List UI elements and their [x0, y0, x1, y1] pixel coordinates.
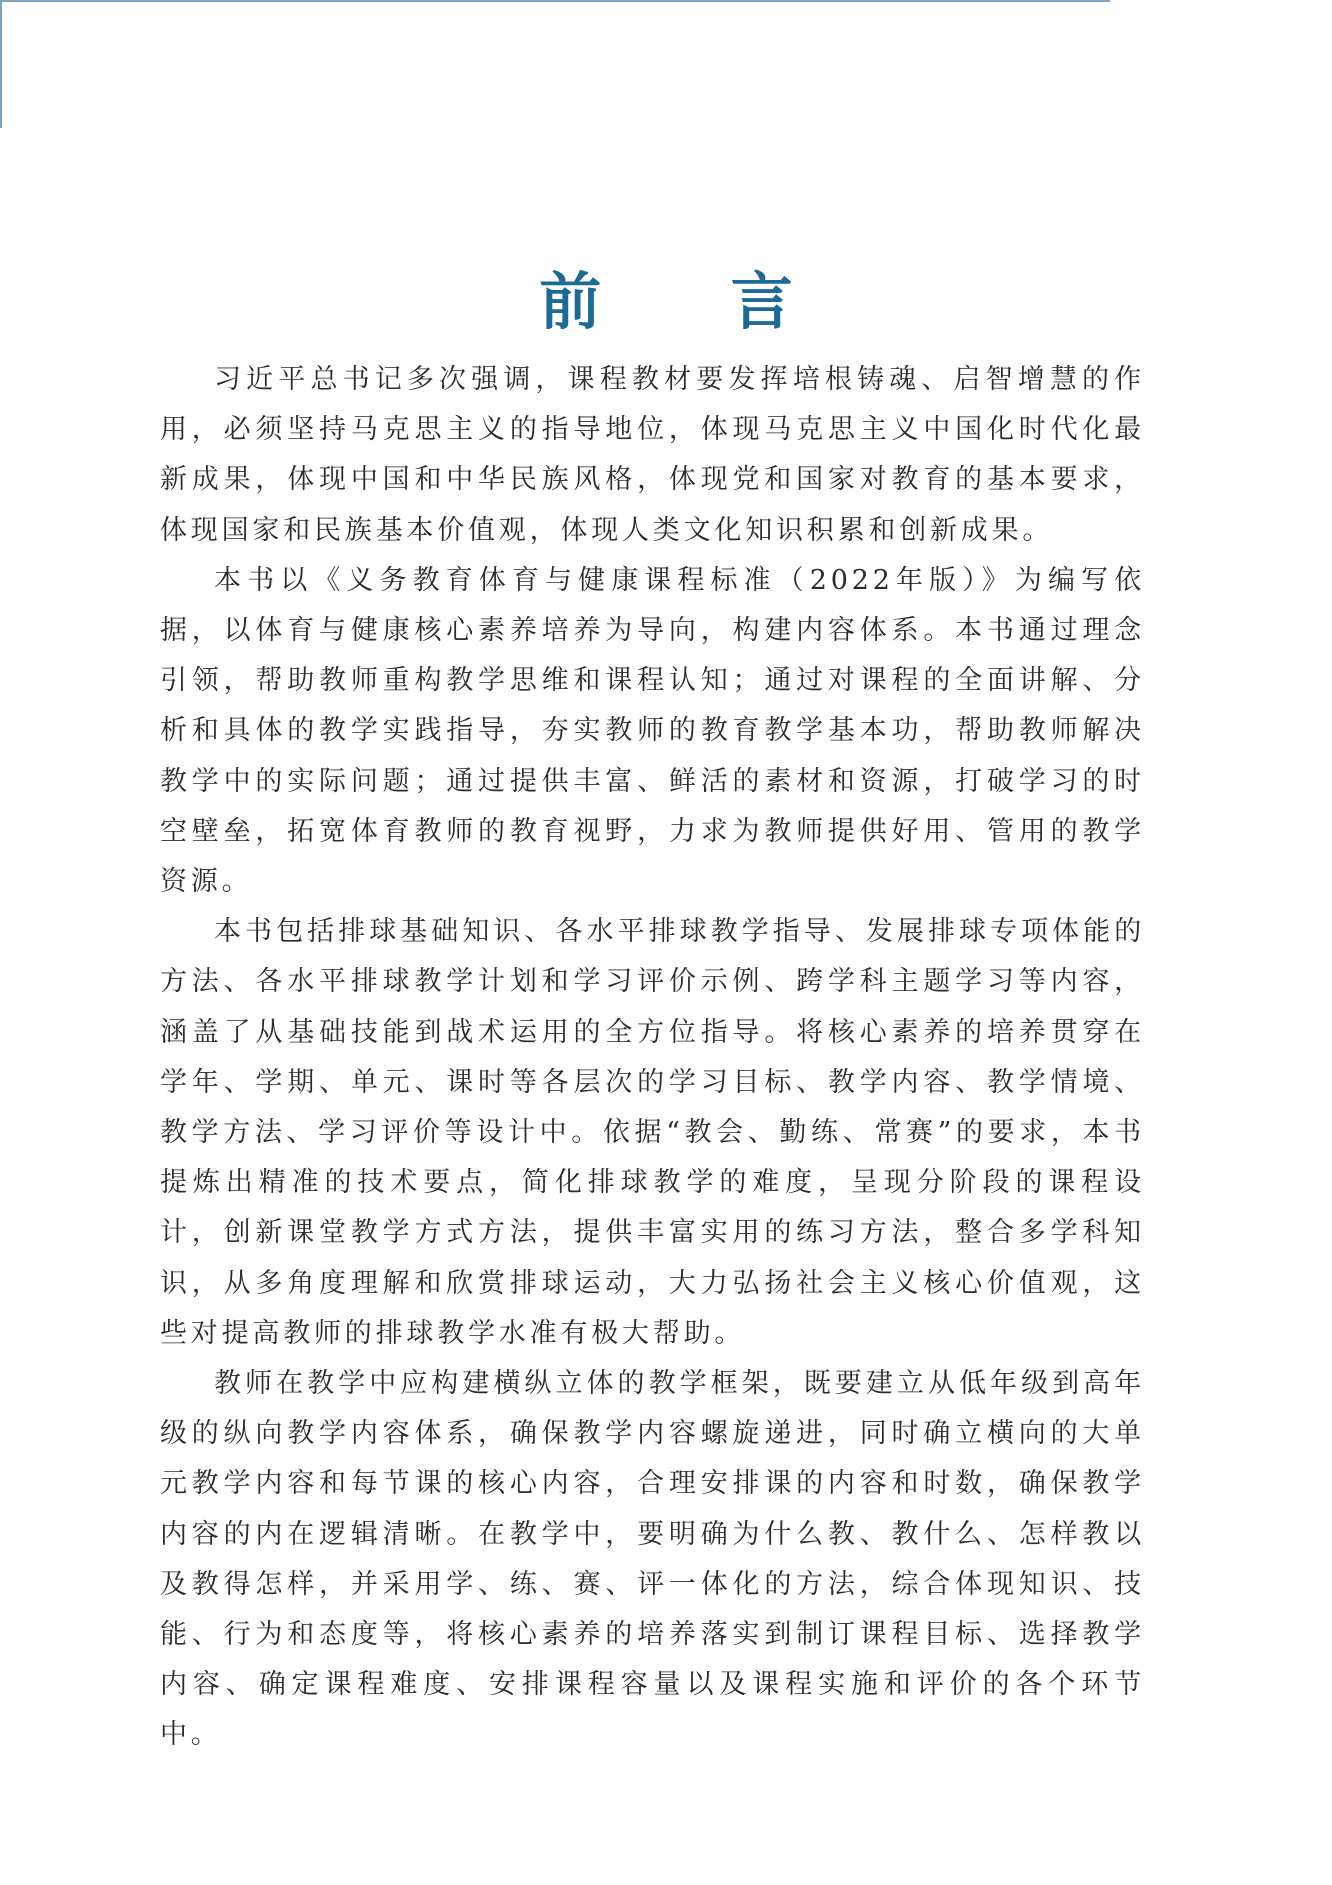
preface-body [160, 355, 1145, 1761]
paragraph-1: 习近平总书记多次强调，课程教材要发挥培根铸魂、启智增慧的作用，必须坚持马克思主义的指导地位，体现马克思主义中国化时代化最新成果，体现中国和中华民族风格，体现党和国家对教育的基本要求，体现国家和民族基本价值观，体现人类文化知识积累和创新成果。 [160, 364, 1145, 546]
left-border-line [0, 0, 2, 128]
paragraph-2: 本书以《义务教育体育与健康课程标准（2022年版）》为编写依据，以体育与健康核心素养培养为导向，构建内容体系。本书通过理念引领，帮助教师重构教学思维和课程认知；通过对课程的全面讲解、分析和具体的教学实践指导，夯实教师的教育教学基本功，帮助教师解决教学中的实际问题；通过提供丰富、鲜活的素材和资源，打破学习的时空壁垒，拓宽体育教师的教育视野，力求为教师提供好用、管用的教学资源。 [160, 564, 1145, 898]
paragraph-3: 本书包括排球基础知识、各水平排球教学指导、发展排球专项体能的方法、各水平排球教学计划和学习评价示例、跨学科主题学习等内容，涵盖了从基础技能到战术运用的全方位指导。将核心素养的培养贯穿在学年、学期、单元、课时等各层次的学习目标、教学内容、教学情境、教学方法、学习评价等设计中。依据“教会、勤练、常赛”的要求，本书提炼出精准的技术要点，简化排球教学的难度，呈现分阶段的课程设计，创新课堂教学方式方法，提供丰富实用的练习方法，整合多学科知识，从多角度理解和欣赏排球运动，大力弘扬社会主义核心价值观，这些对提高教师的排球教学水准有极大帮助。 [160, 916, 1145, 1349]
paragraph-4: 教师在教学中应构建横纵立体的教学框架，既要建立从低年级到高年级的纵向教学内容体系，确保教学内容螺旋递进，同时确立横向的大单元教学内容和每节课的核心内容，合理安排课的内容和时数，确保教学内容的内在逻辑清晰。在教学中，要明确为什么教、教什么、怎样教以及教得怎样，并采用学、练、赛、评一体化的方法，综合体现知识、技能、行为和态度等，将核心素养的培养落实到制订课程目标、选择教学内容、确定课程难度、安排课程容量以及课程实施和评价的各个环节中。 [160, 1368, 1145, 1751]
page-title: 前 言 [539, 264, 847, 338]
top-border-line [0, 0, 1110, 2]
